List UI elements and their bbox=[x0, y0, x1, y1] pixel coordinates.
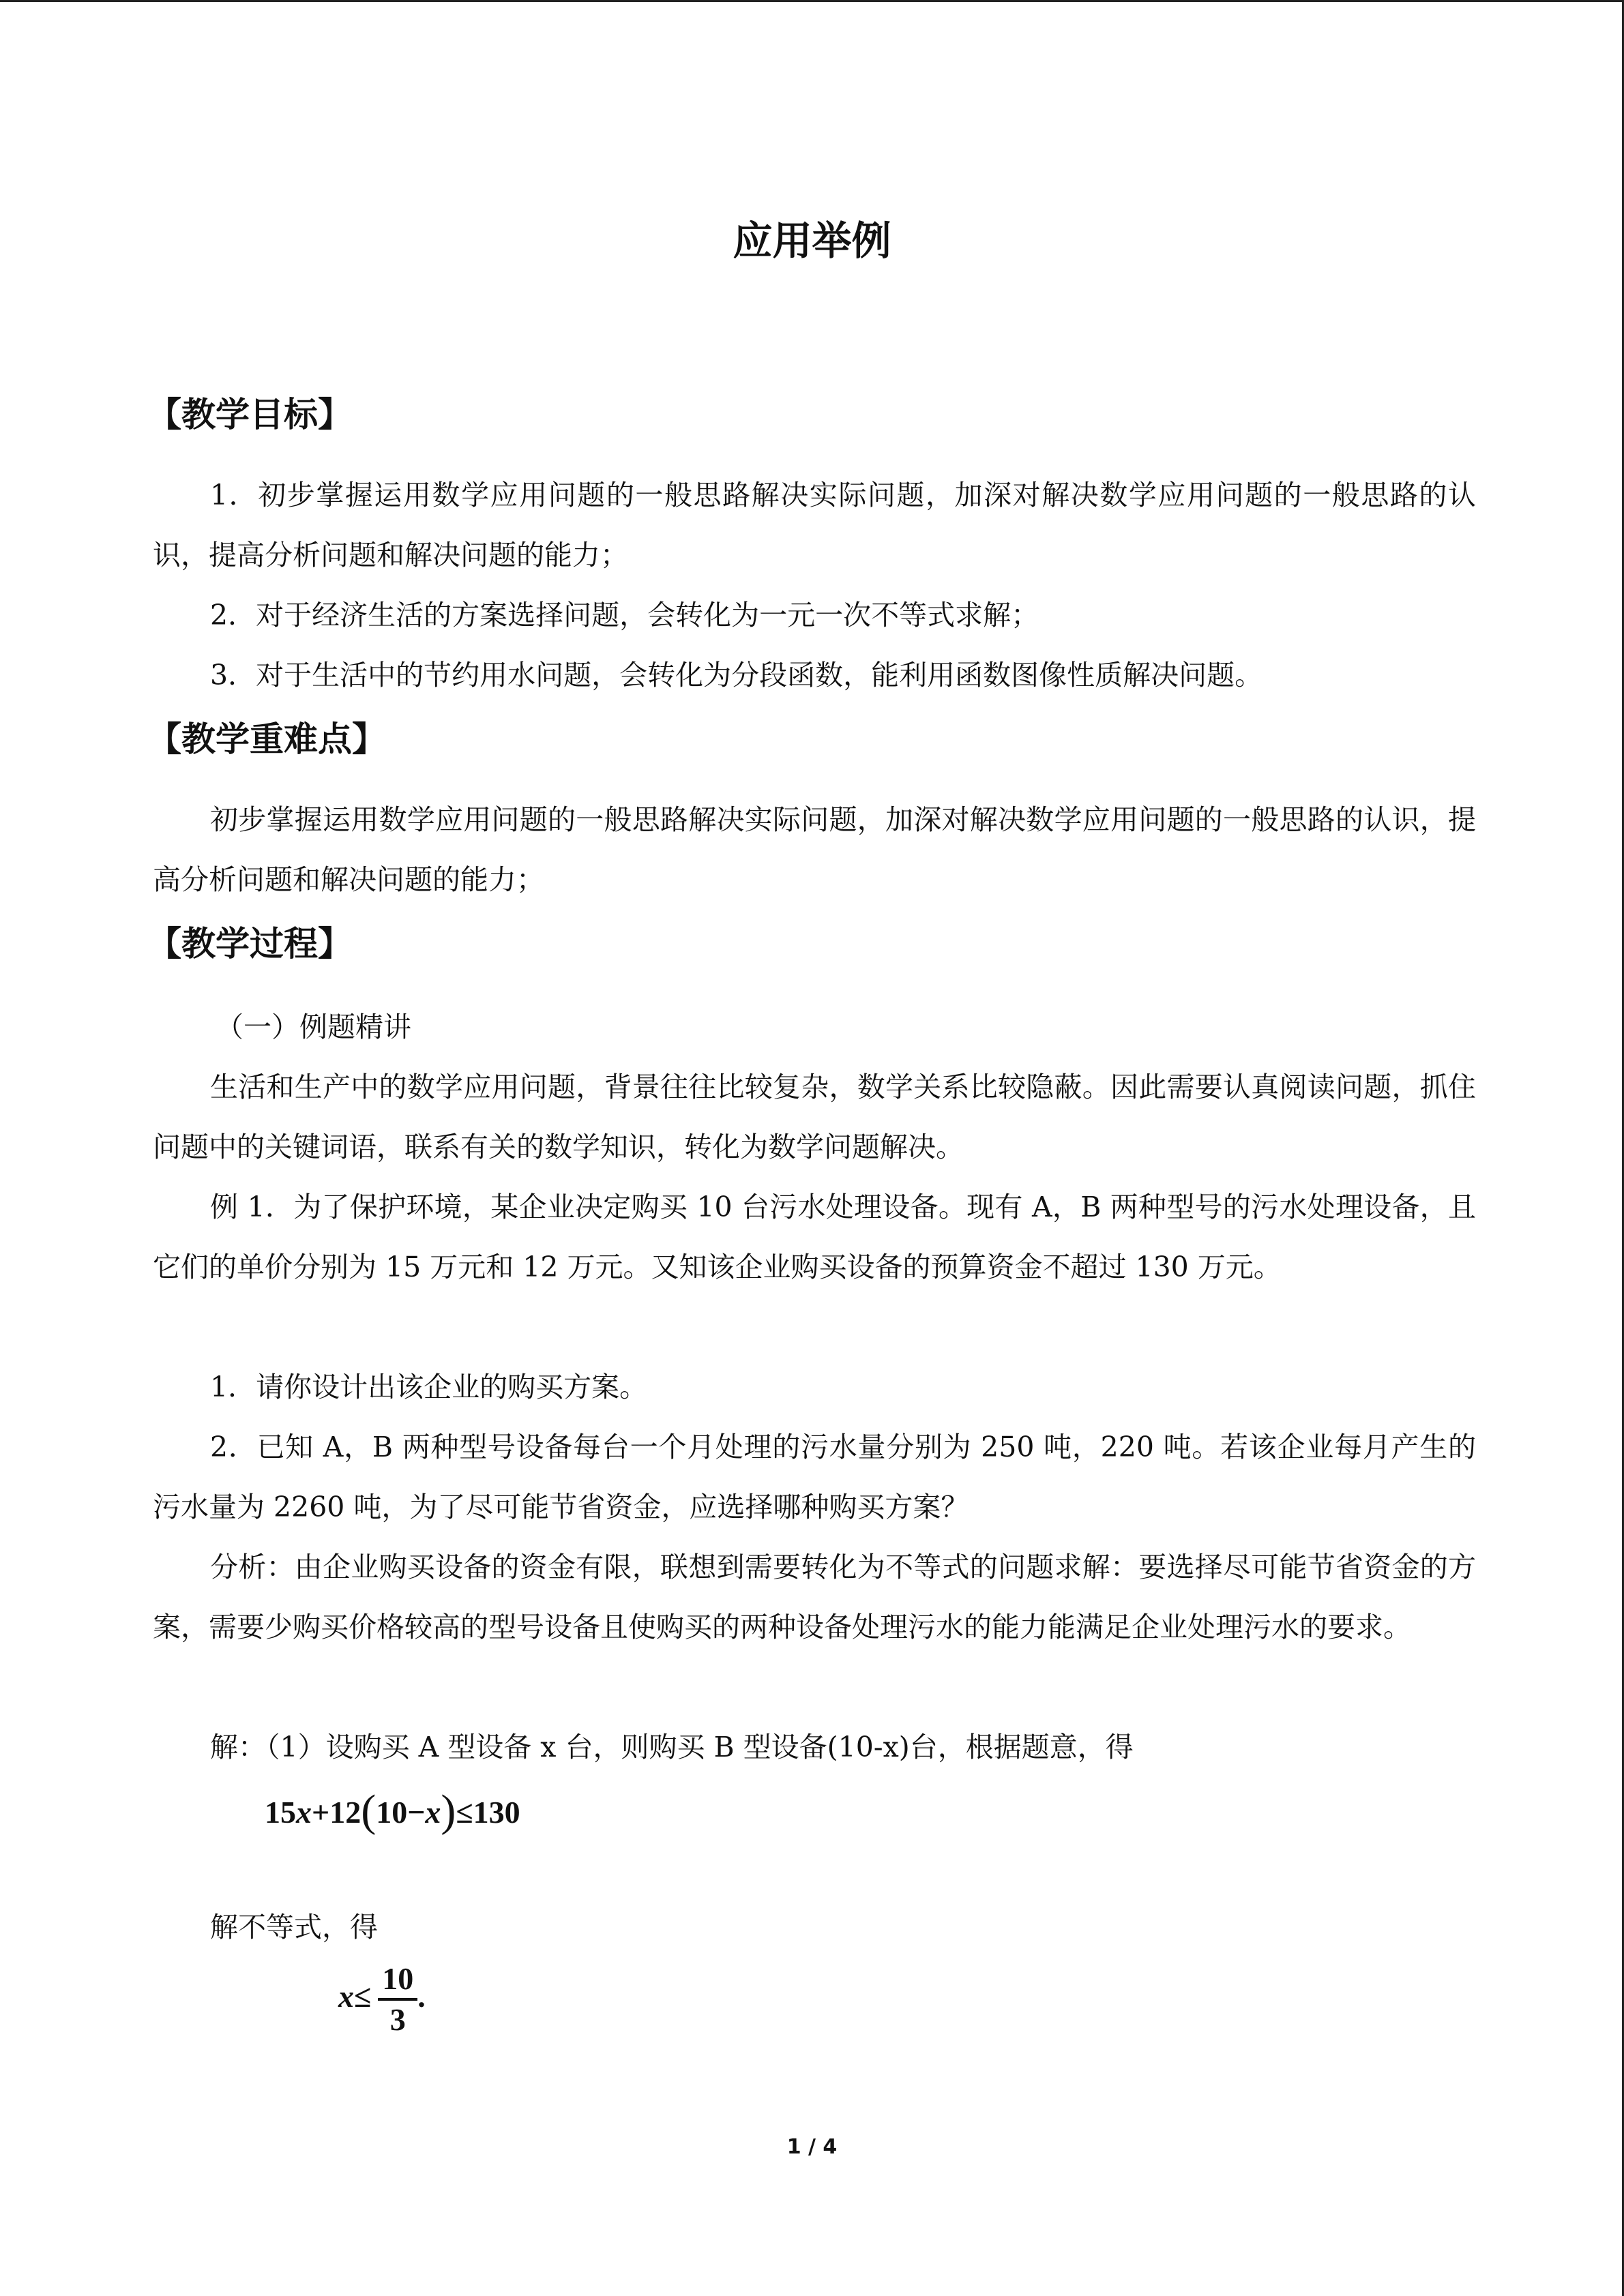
result-leq: ≤ bbox=[354, 1979, 372, 2014]
analysis-text: 分析：由企业购买设备的资金有限，联想到需要转化为不等式的问题求解：要选择尽可能节省资金的方案，需要少购买价格较高的型号设备且使购买的两种设备处理污水的能力能满足企业处理污水的要求。 bbox=[153, 1551, 1476, 1643]
page-border-top bbox=[0, 0, 1624, 2]
eq-ten-minus: 10− bbox=[376, 1795, 426, 1830]
question-2: 2．已知 A，B 两种型号设备每台一个月处理的污水量分别为 250 吨，220 吨。若该企业每月产生的污水量为 2260 吨，为了尽可能节省资金，应选择哪种购买方案？ bbox=[153, 1431, 1476, 1523]
eq-leq-130: ≤130 bbox=[456, 1795, 520, 1830]
result-var-x: x bbox=[338, 1979, 354, 2014]
section-heading-key-points: 【教学重难点】 bbox=[147, 719, 386, 759]
eq-plus-12: +12 bbox=[312, 1795, 361, 1830]
eq-paren-open: ( bbox=[361, 1786, 377, 1836]
eq-var-x-2: x bbox=[425, 1795, 441, 1830]
eq-paren-close: ) bbox=[441, 1786, 456, 1836]
fraction-numerator: 10 bbox=[378, 1960, 417, 2001]
goal-item-2: 2．对于经济生活的方案选择问题，会转化为一元一次不等式求解； bbox=[210, 599, 1039, 631]
section-heading-goals: 【教学目标】 bbox=[147, 395, 352, 434]
result-period: . bbox=[417, 1979, 426, 2014]
goal-item-3: 3．对于生活中的节约用水问题，会转化为分段函数，能利用函数图像性质解决问题。 bbox=[210, 659, 1263, 691]
question-1: 1．请你设计出该企业的购买方案。 bbox=[210, 1371, 648, 1403]
process-intro: 生活和生产中的数学应用问题，背景往往比较复杂，数学关系比较隐蔽。因此需要认真阅读问题，抓住问题中的关键词语，联系有关的数学知识，转化为数学问题解决。 bbox=[153, 1071, 1476, 1163]
eq-coef-15: 15 bbox=[265, 1795, 296, 1830]
page-number: 1 / 4 bbox=[786, 2135, 838, 2159]
example-1-text: 例 1．为了保护环境，某企业决定购买 10 台污水处理设备。现有 A，B 两种型号的污水处理设备，且它们的单价分别为 15 万元和 12 万元。又知该企业购买设备的预算资金不超过 130 万元。 bbox=[153, 1191, 1476, 1283]
goal-item-1: 1．初步掌握运用数学应用问题的一般思路解决实际问题，加深对解决数学应用问题的一般思路的认识，提高分析问题和解决问题的能力； bbox=[153, 479, 1476, 571]
section-heading-process: 【教学过程】 bbox=[147, 924, 352, 964]
process-subheading: （一）例题精讲 bbox=[216, 1011, 411, 1043]
inequality-result bbox=[338, 1956, 426, 2039]
result-fraction bbox=[378, 1960, 417, 2039]
solution-text: 解：（1）设购买 A 型设备 x 台，则购买 B 型设备(10-x)台，根据题意，得 bbox=[210, 1731, 1134, 1763]
eq-var-x: x bbox=[296, 1795, 312, 1830]
key-points-text: 初步掌握运用数学应用问题的一般思路解决实际问题，加深对解决数学应用问题的一般思路的认识，提高分析问题和解决问题的能力； bbox=[153, 803, 1476, 896]
solve-inequality-text: 解不等式，得 bbox=[210, 1911, 378, 1943]
inequality-equation bbox=[265, 1784, 520, 1840]
page-title: 应用举例 bbox=[733, 218, 891, 264]
fraction-denominator: 3 bbox=[389, 2002, 406, 2038]
